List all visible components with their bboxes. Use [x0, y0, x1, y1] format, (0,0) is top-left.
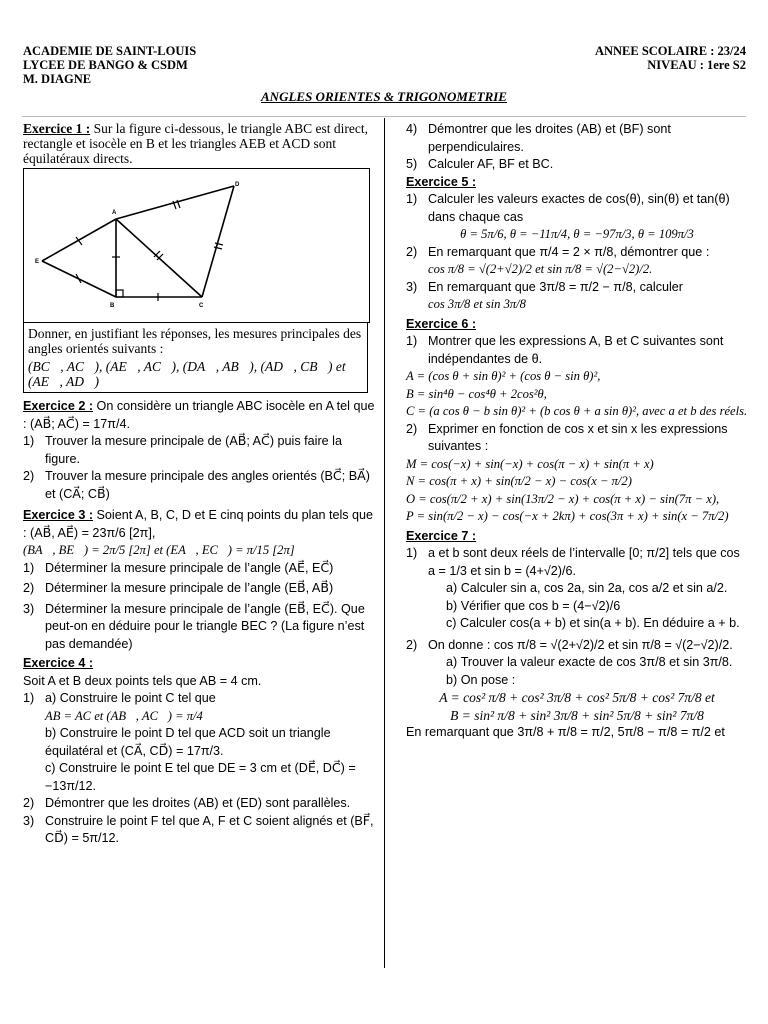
label-b: B [110, 303, 115, 309]
exercise-2-label: Exercice 2 : [23, 399, 94, 413]
exercise-5-item-1: 1) Calculer les valeurs exactes de cos(θ), sin(θ) et tan(θ) dans chaque cas [406, 192, 730, 224]
document-title: ANGLES ORIENTES & TRIGONOMETRIE [261, 89, 507, 104]
exercise-1-angles: (BC⃗, AC⃗), (AE⃗, AC⃗), (DA⃗, AB⃗), (AD⃗, CB⃗) et (AE⃗, AD⃗) [28, 359, 346, 389]
label-c: C [199, 303, 204, 309]
exercise-4-item-5: 5) Calculer AF, BF et BC. [406, 157, 554, 171]
right-column [406, 121, 748, 742]
exercise-7-item-1a: a) Calculer sin a, cos 2a, sin 2a, cos a/2 et sin a/2. [446, 581, 728, 595]
exercise-1 [23, 121, 375, 166]
triangle-figure [23, 168, 370, 323]
exercise-2-item-2: 2) Trouver la mesure principale des angles orientés (BC⃗; BA⃗) et (CA⃗; CB⃗) [23, 469, 370, 501]
exercise-6-item-2: 2) Exprimer en fonction de cos x et sin x les expressions suivantes : [406, 421, 728, 453]
right-angle-mark [116, 290, 123, 297]
exercise-7-item-2b: b) On pose : [446, 672, 516, 687]
segment-ad [116, 186, 234, 219]
exercise-5-item-3-eq: cos 3π/8 et sin 3π/8 [428, 297, 526, 311]
expression-o: O = cos(π/2 + x) + sin(13π/2 − x) + cos(π + x) − sin(7π − x), [406, 491, 720, 506]
exercise-1-question-box [23, 323, 368, 393]
expression-n: N = cos(π + x) + sin(π/2 − x) − cos(x − π/2) [406, 474, 632, 488]
exercise-2 [23, 398, 375, 503]
exercise-4-text: Soit A et B deux points tels que AB = 4 cm. [23, 673, 262, 688]
sum-a-equation: A = cos² π/8 + cos² 3π/8 + cos² 5π/8 + cos² 7π/8 et [439, 690, 715, 705]
exercise-2-item-1: 1) Trouver la mesure principale de (AB⃗; AC⃗) puis faire la figure. [23, 434, 342, 466]
tick-marks [76, 200, 223, 301]
year-info [595, 44, 746, 72]
header-rule [22, 116, 746, 117]
exercise-4-item-1: 1) a) Construire le point C tel que [23, 691, 216, 705]
label-e: E [35, 259, 40, 265]
exercise-4-item-2: 2) Démontrer que les droites (AB) et (ED) sont parallèles. [23, 796, 351, 810]
exercise-6-item-1: 1) Montrer que les expressions A, B et C suivantes sont indépendantes de θ. [406, 334, 724, 366]
column-divider [384, 118, 385, 968]
label-d: D [235, 182, 240, 188]
label-a: A [112, 210, 117, 216]
exercise-1-question: Donner, en justifiant les réponses, les mesures principales des angles orientés suivants : [28, 326, 362, 356]
exercise-3-item-1: 1) Déterminer la mesure principale de l’angle (AE⃗, EC⃗) [23, 560, 334, 575]
exercise-4-item-1-eq: AB = AC et (AB⃗, AC⃗) = π/4 [45, 708, 203, 723]
expression-m: M = cos(−x) + sin(−x) + cos(π − x) + sin(π + x) [406, 456, 654, 471]
exercise-3-text: Soient A, B, C, D et E cinq points du plan tels que : (AB⃗, AE⃗) = 23π/6 [2π], [23, 508, 374, 540]
exercise-4 [23, 655, 375, 848]
exercise-7-item-2: 2) On donne : cos π/8 = √(2+√2)/2 et sin π/8 = √(2−√2)/2. [406, 637, 733, 652]
school-info [23, 44, 196, 86]
expression-c: C = (a cos θ − b sin θ)² + (b cos θ + a sin θ)², avec a et b des réels. [406, 404, 748, 418]
sum-b-equation: B = sin² π/8 + sin² 3π/8 + sin² 5π/8 + sin² 7π/8 [450, 707, 704, 723]
exercise-2-text: On considère un triangle ABC isocèle en A tel que : (AB⃗; AC⃗) = 17π/4. [23, 399, 375, 431]
exercise-4-item-1c: c) Construire le point E tel que DE = 3 cm et (DE⃗, DC⃗) = −13π/12. [45, 761, 356, 793]
exercise-5-item-2-eq: cos π/8 = √(2+√2)/2 et sin π/8 = √(2−√2)/2. [428, 262, 653, 276]
exercise-7 [406, 528, 748, 742]
school-name: LYCEE DE BANGO & CSDM [23, 58, 188, 72]
exercise-3 [23, 507, 375, 653]
expression-b: B = sin⁴θ − cos⁴θ + 2cos²θ, [406, 386, 547, 401]
exercise-7-item-2a: a) Trouver la valeur exacte de cos 3π/8 et sin 3π/8. [446, 655, 733, 669]
teacher-name: M. DIAGNE [23, 72, 92, 86]
expression-a: A = (cos θ + sin θ)² + (cos θ − sin θ)², [406, 369, 601, 383]
exercise-4-item-1b: b) Construire le point D tel que ACD soit un triangle équilatéral et (CA⃗, CD⃗) = 17π/3. [45, 726, 331, 758]
exercise-4-item-4: 4) Démontrer que les droites (AB) et (BF) sont perpendiculaires. [406, 122, 671, 154]
academy-name: ACADEMIE DE SAINT-LOUIS [23, 44, 197, 58]
school-year: ANNEE SCOLAIRE : 23/24 [594, 44, 746, 58]
exercise-3-item-2: 2) Déterminer la mesure principale de l’angle (EB⃗, AB⃗) [23, 581, 334, 595]
exercise-1-text: Sur la figure ci-dessous, le triangle ABC est direct, rectangle et isocèle en B et les triangles AEB et ACD sont équilatéraux directs. [23, 121, 369, 166]
geometry-figure [24, 169, 369, 322]
exercise-7-item-1b: b) Vérifier que cos b = (4−√2)/6 [446, 598, 621, 613]
left-column [23, 121, 375, 848]
exercise-7-last-line: En remarquant que 3π/8 + π/8 = π/2, 5π/8 − π/8 = π/2 et [406, 725, 725, 739]
exercise-3-label: Exercice 3 : [23, 508, 94, 522]
expression-p: P = sin(π/2 − x) − cos(−x + 2kπ) + cos(3π + x) + sin(x − 7π/2) [406, 509, 729, 523]
exercise-5-item-1-eq: θ = 5π/6, θ = −11π/4, θ = −97π/3, θ = 109π/3 [460, 227, 694, 241]
exercise-5-label: Exercice 5 : [406, 174, 477, 189]
exercise-7-item-1: 1) a et b sont deux réels de l’intervalle [0; π/2] tels que cos a = 1/3 et sin b = (4+√2)/6. [406, 546, 740, 578]
exercise-5-item-2: 2) En remarquant que π/4 = 2 × π/8, démontrer que : [406, 244, 710, 259]
exercise-7-item-1c: c) Calculer cos(a + b) et sin(a + b). En déduire a + b. [446, 616, 740, 630]
exercise-6 [406, 316, 748, 526]
exercise-4-item-3: 3) Construire le point F tel que A, F et C soient alignés et (BF⃗, CD⃗) = 5π/12. [23, 813, 374, 845]
exercise-7-label: Exercice 7 : [406, 528, 477, 543]
exercise-1-label: Exercice 1 : [23, 121, 91, 136]
exercise-5 [406, 174, 748, 314]
exercise-3-line-2: (BA⃗, BE⃗) = 2π/5 [2π] et (EA⃗, EC⃗) = π/15 [2π] [23, 543, 295, 557]
exercise-4-label: Exercice 4 : [23, 656, 94, 670]
class-level: NIVEAU : 1ere S2 [647, 58, 746, 72]
exercise-5-item-3: 3) En remarquant que 3π/8 = π/2 − π/8, calculer [406, 279, 683, 294]
exercise-6-label: Exercice 6 : [406, 316, 477, 331]
segment-cd [202, 186, 234, 297]
exercise-3-item-3: 3) Déterminer la mesure principale de l’angle (EB⃗, EC⃗). Que peut-on en déduire pour le triangle BEC ? (La figure n’est pas demandée) [23, 601, 365, 651]
